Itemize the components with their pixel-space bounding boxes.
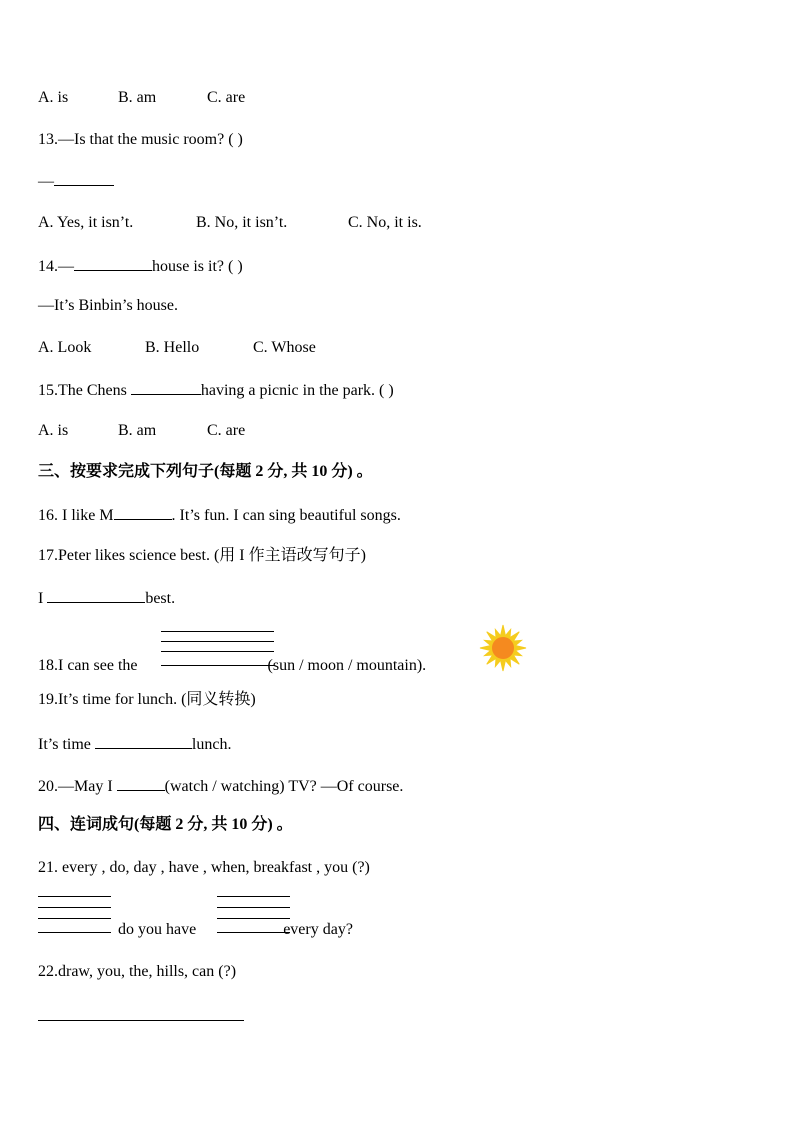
q15-question: 15.The Chens having a picnic in the park. ( ) [38,379,394,401]
q16-question: 16. I like M . It’s fun. I can sing beautiful songs. [38,504,401,526]
q14-question: 14.— house is it? ( ) [38,255,243,277]
answer-blank[interactable] [95,733,192,749]
option-b: B. am [118,422,157,439]
q13-options [38,213,422,233]
option-c: C. are [207,89,246,106]
q15-options [38,421,245,441]
option-a: A. is [38,422,69,439]
q22-question: 22.draw, you, the, hills, can (?) [38,963,237,980]
q12-options [38,88,245,108]
sun-ray [501,625,506,635]
answer-blank[interactable] [114,504,172,520]
option-c: C. Whose [253,339,316,356]
sun-ray [480,646,490,651]
q21-question: 21. every , do, day , have , when, breakfast , you (?) [38,859,370,876]
q19-answer-line: It’s time lunch. [38,733,231,755]
sun-ray [516,646,526,651]
q13-question: 13.—Is that the music room? ( ) [38,131,243,148]
option-c: C. are [207,422,246,439]
option-a: A. Yes, it isn’t. [38,214,134,231]
option-b: B. Hello [145,339,200,356]
q20-question: 20.—May I (watch / watching) TV? —Of course. [38,775,403,797]
option-a: A. is [38,89,69,106]
option-b: B. am [118,89,157,106]
answer-blank[interactable] [117,775,165,791]
section-4-heading: 四、连词成句(每题 2 分, 共 10 分) 。 [38,816,293,833]
q17-answer-line: I best. [38,587,175,609]
option-a: A. Look [38,339,92,356]
q21-answer-line: do you have every day? [118,921,353,938]
sun-ray [501,661,506,671]
sun-icon [479,624,527,672]
q14-options [38,338,316,358]
q18-question: 18.I can see the (sun / moon / mountain). [38,657,427,674]
answer-blank[interactable] [54,170,114,186]
answer-blank[interactable] [74,255,152,271]
section-3-heading: 三、按要求完成下列句子(每题 2 分, 共 10 分) 。 [38,463,373,480]
answer-blank[interactable] [47,587,145,603]
q14-reply: —It’s Binbin’s house. [38,297,179,314]
q17-question: 17.Peter likes science best. (用 I 作主语改写句子) [38,547,366,564]
q19-question: 19.It’s time for lunch. (同义转换) [38,691,256,708]
option-b: B. No, it isn’t. [196,214,288,231]
q13-answer-line [38,170,114,192]
option-c: C. No, it is. [348,214,422,231]
answer-dash: — [38,173,54,190]
answer-blank[interactable] [131,379,201,395]
